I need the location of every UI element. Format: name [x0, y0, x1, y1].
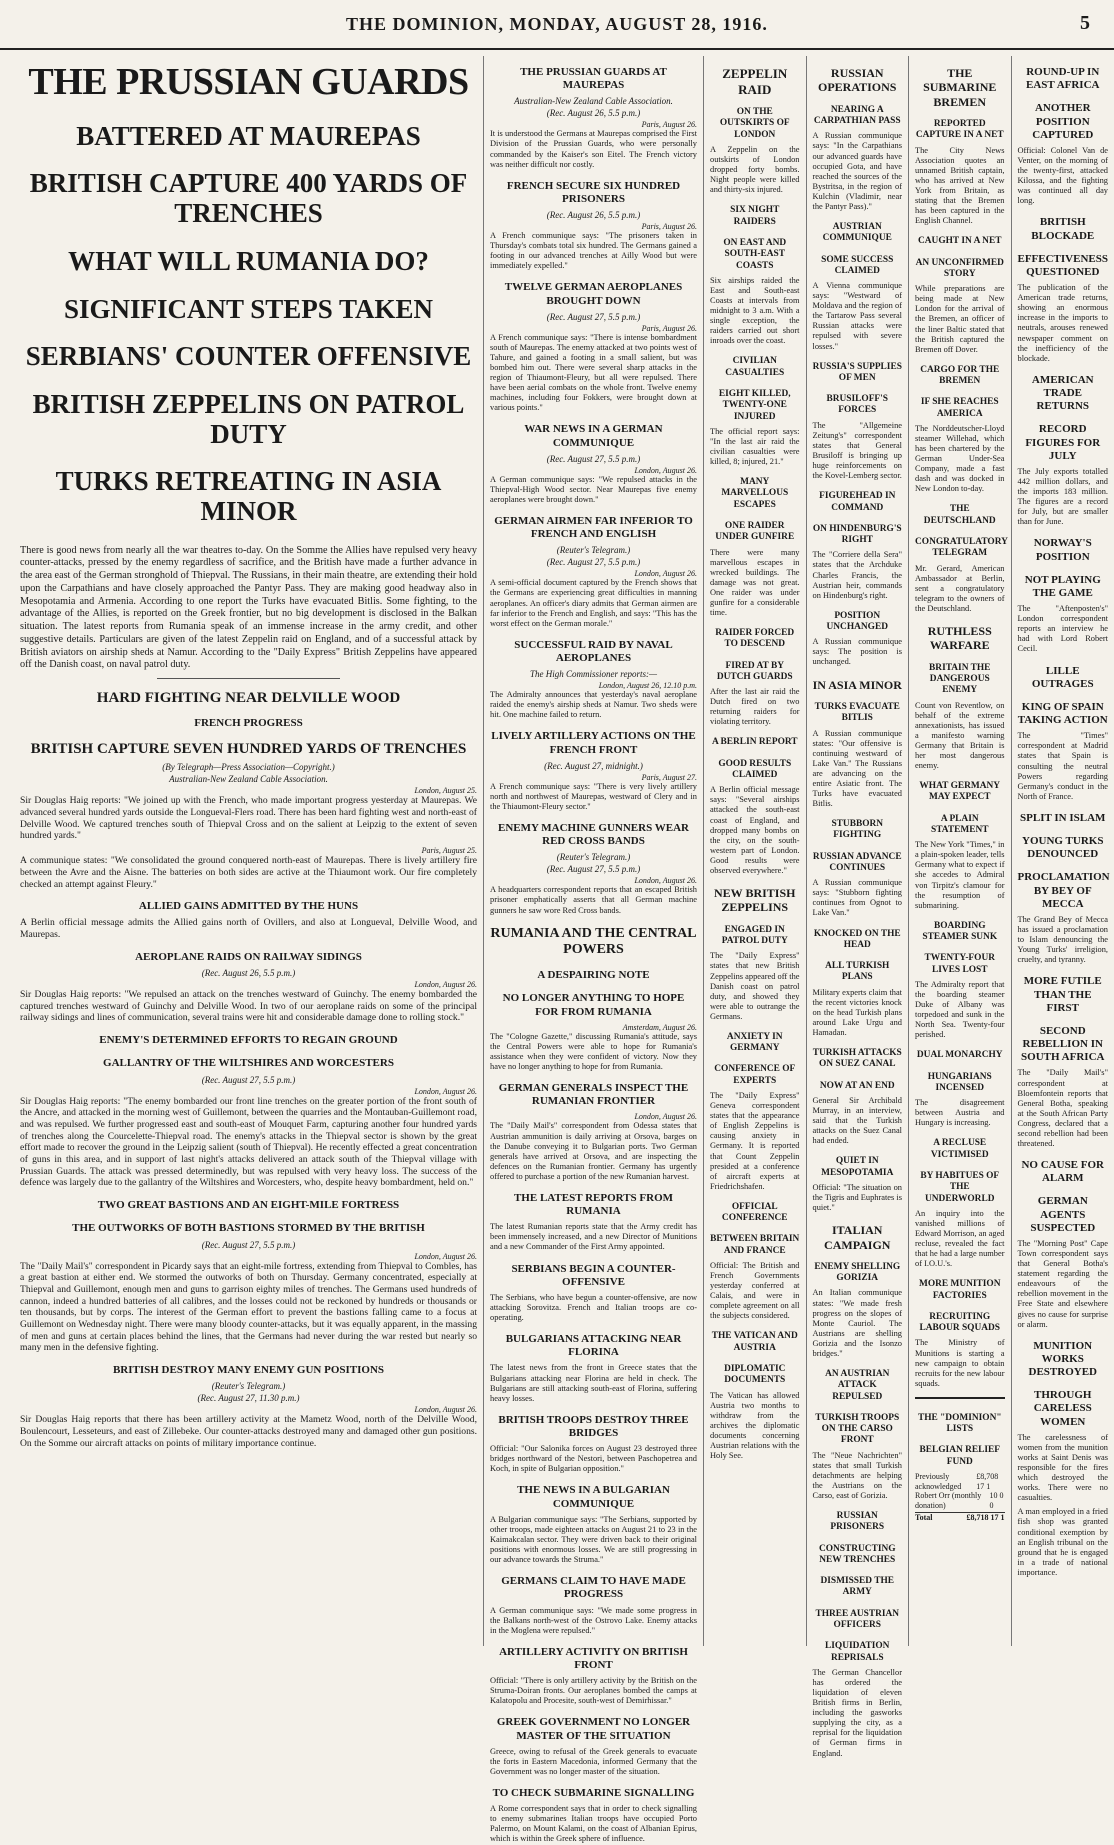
- dateline: Paris, August 26.: [490, 222, 697, 231]
- section-heading: RUTHLESS WARFARE: [915, 624, 1005, 653]
- section-heading: RUMANIA AND THE CENTRAL POWERS: [490, 926, 697, 960]
- received-line: (Rec. August 27, 11.30 p.m.): [20, 1393, 477, 1403]
- section-heading: THE PRUSSIAN GUARDS AT MAUREPAS: [490, 66, 697, 92]
- credit-line: (By Telegraph—Press Association—Copyright.): [20, 762, 477, 772]
- section-subheading: TURKS EVACUATE BITLIS: [813, 702, 903, 725]
- article-paragraph: Official: "The situation on the Tigris and Euphrates is quiet.": [813, 1183, 903, 1213]
- section-subheading: NEARING A CARPATHIAN PASS: [813, 105, 903, 128]
- section-heading: ANXIETY IN GERMANY: [710, 1032, 800, 1055]
- section-heading: BRITISH TROOPS DESTROY THREE BRIDGES: [490, 1414, 697, 1440]
- list-item: [915, 1491, 1005, 1510]
- article-paragraph: The Grand Bey of Mecca has issued a proclamation to Islam denouncing the Young Turks' irreligion, cruelty, and tyranny.: [1018, 915, 1109, 965]
- section-heading: ENEMY MACHINE GUNNERS WEAR RED CROSS BANDS: [490, 822, 697, 848]
- received-line: (Rec. August 26, 5.5 p.m.): [490, 210, 697, 220]
- deck-headline: TURKS RETREATING IN ASIA MINOR: [20, 467, 477, 526]
- article-paragraph: The "Daily Mail's" correspondent from Odessa states that Austrian ammunition is daily arriving at Orsova, barges on the Danube conveying it to Bulgarian ports. Two German generals have arrived at Orsova, and are inspecting the defences on the Rumanian frontier. Germany has urgently offered to purchase a portion of the new Rumanian harvest.: [490, 1121, 697, 1181]
- article-paragraph: The "Daily Express" states that new British Zeppelins appeared off the Danish coast on patrol duty, and showed they were able to outrange the Germans.: [710, 951, 800, 1022]
- section-subheading: ENEMY SHELLING GORIZIA: [813, 1262, 903, 1285]
- section-heading: AN AUSTRIAN ATTACK REPULSED: [813, 1369, 903, 1403]
- article-paragraph: A communique states: "We consolidated the ground conquered north-east of Maurepas. There is lively artillery fire between the Avre and the Aisne. The batteries on both sides are active at the Thiaumont work. Our fire completely checked an attempt against Fleury.": [20, 855, 477, 890]
- article-paragraph: After the last air raid the Dutch fired on two returning raiders for violating territory.: [710, 687, 800, 727]
- article-paragraph: A headquarters correspondent reports that an escaped British prisoner emphatically asserts that all German machine gunners he saw wore Red Cross bands.: [490, 885, 697, 915]
- section-heading: ITALIAN CAMPAIGN: [813, 1223, 903, 1252]
- section-heading: THE SUBMARINE BREMEN: [915, 66, 1005, 109]
- section-heading: RAIDER FORCED TO DESCEND: [710, 628, 800, 651]
- section-subheading: AN UNCONFIRMED STORY: [915, 258, 1005, 281]
- received-line: (Rec. August 27, 5.5 p.m.): [20, 1240, 477, 1250]
- section-heading: THE VATICAN AND AUSTRIA: [710, 1331, 800, 1354]
- section-heading: EFFECTIVENESS QUESTIONED: [1018, 253, 1109, 279]
- column-main: [14, 56, 484, 1646]
- article-paragraph: The Ministry of Munitions is starting a new campaign to obtain recruits for the new labour squads.: [915, 1338, 1005, 1388]
- section-heading: POSITION UNCHANGED: [813, 611, 903, 634]
- section-heading: SPLIT IN ISLAM: [1018, 812, 1109, 825]
- section-heading: FIGUREHEAD IN COMMAND: [813, 491, 903, 514]
- article-paragraph: The New York "Times," in a plain-spoken leader, tells Germany what to expect if she accedes to Admiral von Tirpitz's clamour for the resumption of submarining.: [915, 840, 1005, 911]
- section-subheading: CONFERENCE OF EXPERTS: [710, 1064, 800, 1087]
- article-paragraph: The "Daily Mail's" correspondent in Picardy says that an eight-mile fortress, extending from Thiepval to Combles, has a great bastion at either end. We stormed the outworks of both on Thursday. Germany concentrated, especially at Thiepval and Guillemont, enough men and guns to garrison eighty miles of trenches. The Germans used hundreds of cannon, indeed a hundred batteries of all calibres, and the losses could not be reckoned by hundreds or thousands or ten thousands, but by corps. The interest of the German effort to prevent the bastions falling came to a focus at Guillemont on Wednesday night. There were many bloody counter-attacks, but it was equally apparent, in the massing of men and guns at certain places behind the lines, that the Germans had never during the war rested but nearly so many men in the defensive fighting.: [20, 1261, 477, 1355]
- section-subheading: IF SHE REACHES AMERICA: [915, 397, 1005, 420]
- article-paragraph: Official: Colonel Van de Venter, on the morning of the twenty-first, attacked Kilossa, and the fighting was continued all day long.: [1018, 146, 1109, 206]
- article-paragraph: The German Chancellor has ordered the liquidation of eleven British firms in Berlin, including the gasworks supplying the city, as a reprisal for the liquidation of German firms in England.: [813, 1668, 903, 1759]
- article-paragraph: Greece, owing to refusal of the Greek generals to evacuate the forts in Eastern Macedonia, informed Germany that the Government was no longer master of the situation.: [490, 1747, 697, 1777]
- article-paragraph: The disagreement between Austria and Hungary is increasing.: [915, 1098, 1005, 1128]
- article-paragraph: While preparations are being made at New London for the arrival of the Bremen, an officer of the liner Baltic stated that the British captured the Bremen off Dover.: [915, 284, 1005, 355]
- section-heading: A RECLUSE VICTIMISED: [915, 1138, 1005, 1161]
- column-6: [1012, 56, 1114, 1646]
- section-heading: RECORD FIGURES FOR JULY: [1018, 423, 1109, 463]
- section-heading: BOARDING STEAMER SUNK: [915, 921, 1005, 944]
- dateline: London, August 26.: [20, 1087, 477, 1096]
- section-heading: KING OF SPAIN TAKING ACTION: [1018, 701, 1109, 727]
- article-paragraph: A Russian communique says: The position is unchanged.: [813, 637, 903, 667]
- section-heading: THROUGH CARELESS WOMEN: [1018, 1389, 1109, 1429]
- dateline: London, August 26.: [490, 876, 697, 885]
- dateline: London, August 26.: [490, 1112, 697, 1121]
- section-subheading: TURKISH TROOPS ON THE CARSO FRONT: [813, 1413, 903, 1447]
- deck-headline: SIGNIFICANT STEPS TAKEN: [20, 295, 477, 325]
- section-subheading: BRITAIN THE DANGEROUS ENEMY: [915, 663, 1005, 697]
- article-paragraph: The "Aftenposten's" London correspondent reports an interview he had with Lord Robert Cecil.: [1018, 604, 1109, 654]
- section-heading: SUCCESSFUL RAID BY NAVAL AEROPLANES: [490, 639, 697, 665]
- list-heading: THE "DOMINION" LISTS: [915, 1413, 1005, 1436]
- section-heading: ZEPPELIN RAID: [710, 66, 800, 97]
- section-heading: RUSSIA'S SUPPLIES OF MEN: [813, 362, 903, 385]
- section-subheading: RUSSIAN ADVANCE CONTINUES: [813, 852, 903, 875]
- dateline: London, August 26.: [20, 980, 477, 989]
- article-paragraph: The official report says: "In the last air raid the civilian casualties were killed, 8; injured, 21.": [710, 427, 800, 467]
- section-heading: CARGO FOR THE BREMEN: [915, 365, 1005, 388]
- section-heading: BRITISH DESTROY MANY ENEMY GUN POSITIONS: [20, 1364, 477, 1377]
- article-paragraph: Sir Douglas Haig reports: "We repulsed an attack on the trenches westward of Guinchy. The enemy bombarded the captured trenches westward of Guinchy and Delville Wood. In two of our aeroplane raids on some of the principal railway sidings and lines of communication, several trains were hit and considerable damage done to rolling stock.": [20, 989, 477, 1024]
- dateline: London, August 25.: [20, 786, 477, 795]
- section-heading: STUBBORN FIGHTING: [813, 819, 903, 842]
- section-heading: CAUGHT IN A NET: [915, 236, 1005, 247]
- dateline: London, August 26.: [20, 1405, 477, 1414]
- list-item-label: Robert Orr (monthly donation): [915, 1491, 989, 1510]
- section-subheading: FIRED AT BY DUTCH GUARDS: [710, 661, 800, 684]
- section-heading: NO CAUSE FOR ALARM: [1018, 1159, 1109, 1185]
- section-subheading: ON THE OUTSKIRTS OF LONDON: [710, 107, 800, 141]
- section-heading: CIVILIAN CASUALTIES: [710, 356, 800, 379]
- section-heading: THE DEUTSCHLAND: [915, 504, 1005, 527]
- article-paragraph: The July exports totalled 442 million dollars, and the imports 183 million. The figures are a record for July, but are smaller than for June.: [1018, 467, 1109, 527]
- received-line: The High Commissioner reports:—: [490, 669, 697, 679]
- section-heading: LIVELY ARTILLERY ACTIONS ON THE FRENCH FRONT: [490, 730, 697, 756]
- section-heading: THE NEWS IN A BULGARIAN COMMUNIQUE: [490, 1484, 697, 1510]
- section-heading: SECOND REBELLION IN SOUTH AFRICA: [1018, 1025, 1109, 1065]
- article-paragraph: Official: "Our Salonika forces on August 23 destroyed three bridges northward of the Nestori, between Paschopetrea and Koch, in spite of Bulgarian opposition.": [490, 1444, 697, 1474]
- section-heading: ARTILLERY ACTIVITY ON BRITISH FRONT: [490, 1646, 697, 1672]
- section-heading: DUAL MONARCHY: [915, 1050, 1005, 1061]
- lead-paragraph: There is good news from nearly all the war theatres to-day. On the Somme the Allies have repulsed very heavy counter-attacks, pressed by the enemy regardless of sacrifice, and the British have made a further advance in the area east of the German stronghold of Thiepval. The Russians, in their main theatre, are extending their hold upon the Carpathians and have closely approached the Pantyr Pass. They are making good headway also in Mesopotamia and Armenia. According to one report the Turks have evacuated Bitlis. Some fighting, to the advantage of the Allies, is reported on the Greek frontier, but no big development is disclosed in the Balkan situation. The latest reports from Rumania speak of an immense increase in the army credit, and other suggestive details. Particulars are given of the latest Zeppelin raid on England, and of a successful attack by British aviators on airship sheds at Namur. According to the "Daily Express" British Zeppelins have appeared off the Danish coast, on naval patrol duty.: [20, 545, 477, 673]
- credit-line: Australian-New Zealand Cable Association.: [20, 774, 477, 784]
- received-line: (Rec. August 27, 5.5 p.m.): [20, 1075, 477, 1085]
- list-item-amount: £8,708 17 1: [976, 1472, 1004, 1491]
- section-heading: BULGARIANS ATTACKING NEAR FLORINA: [490, 1333, 697, 1359]
- section-heading: KNOCKED ON THE HEAD: [813, 929, 903, 952]
- divider: [157, 678, 340, 679]
- page-number: 5: [1080, 12, 1090, 35]
- section-subheading: ON HINDENBURG'S RIGHT: [813, 524, 903, 547]
- section-heading: YOUNG TURKS DENOUNCED: [1018, 835, 1109, 861]
- section-subheading: GALLANTRY OF THE WILTSHIRES AND WORCESTERS: [20, 1057, 477, 1070]
- article-paragraph: A Bulgarian communique says: "The Serbians, supported by other troops, made eighteen attacks on August 21 to 23 in the Kaimakcalan sector. They were driven back to their original positions with enormous losses. We are still progressing in our advance towards the Struma.": [490, 1515, 697, 1565]
- credit-line: Australian-New Zealand Cable Association.: [490, 96, 697, 106]
- article-paragraph: The "Daily Mail's" correspondent at Bloemfontein reports that General Botha, speaking at the South African Party Congress, declared that a second rebellion had been threatened.: [1018, 1068, 1109, 1149]
- article-paragraph: A Russian communique states: "Our offensive is continuing westward of Lake Van." The Russians are advancing on the entire Asiatic front. The Turks have evacuated Bitlis.: [813, 729, 903, 810]
- section-heading: SERBIANS BEGIN A COUNTER-OFFENSIVE: [490, 1263, 697, 1289]
- article-paragraph: A Vienna communique says: "Westward of Moldava and the region of the Tartarow Pass several Russian attacks were repulsed with severe losses.": [813, 281, 903, 352]
- section-heading: OFFICIAL CONFERENCE: [710, 1202, 800, 1225]
- received-line: (Rec. August 27, 5.5 p.m.): [490, 864, 697, 874]
- section-heading: SIX NIGHT RAIDERS: [710, 205, 800, 228]
- masthead: [0, 0, 1114, 50]
- section-subheading: BRUSILOFF'S FORCES: [813, 394, 903, 417]
- section-subheading: DIPLOMATIC DOCUMENTS: [710, 1364, 800, 1387]
- section-heading: LILLE OUTRAGES: [1018, 665, 1109, 691]
- section-subheading: ENGAGED IN PATROL DUTY: [710, 925, 800, 948]
- dateline: Amsterdam, August 26.: [490, 1023, 697, 1032]
- article-paragraph: The "Times" correspondent at Madrid states that Spain is consulting the neutral Powers regarding Germany's conduct in the North of France.: [1018, 731, 1109, 802]
- article-paragraph: A Zeppelin on the outskirts of London dropped forty bombs. Night people were killed and thirty-six injured.: [710, 145, 800, 195]
- section-heading: MANY MARVELLOUS ESCAPES: [710, 477, 800, 511]
- article-paragraph: There were many marvellous escapes in wrecked buildings. The damage was not great. One raider was under gunfire for a considerable time.: [710, 548, 800, 619]
- article-paragraph: A French communique says: "The prisoners taken in Thursday's combats total six hundred. The Germans gained a footing in our advanced trenches at Ailly Wood but were immediately expelled.": [490, 231, 697, 271]
- section-heading: WAR NEWS IN A GERMAN COMMUNIQUE: [490, 423, 697, 449]
- article-paragraph: A Russian communique says: "In the Carpathians our advanced guards have occupied Gota, and have reached the sources of the Bystritsa, in the region of Kulchin (Vladimir, near the Pantyr Pass).": [813, 131, 903, 212]
- received-line: (Rec. August 26, 5.5 p.m.): [490, 108, 697, 118]
- section-subheading: A PLAIN STATEMENT: [915, 814, 1005, 837]
- column-5: [909, 56, 1012, 1646]
- article-paragraph: A German communique says: "We made some progress in the Balkans north-west of the Ostrovo Lake. Enemy attacks in the Moglena were repulsed.": [490, 1606, 697, 1636]
- article-paragraph: The City News Association quotes an unnamed British captain, who has arrived at New York from Britain, as stating that the Bremen has been captured in the English Channel.: [915, 146, 1005, 227]
- dateline: London, August 26, 12.10 p.m.: [490, 681, 697, 690]
- article-paragraph: An Italian communique states: "We made fresh progress on the slopes of Monte Cauriol. The Austrians are shelling Gorizia and the Isonzo bridges.": [813, 1288, 903, 1359]
- section-subheading: SOME SUCCESS CLAIMED: [813, 255, 903, 278]
- article-paragraph: A man employed in a fried fish shop was granted conditional exemption by an English tribunal on the ground that he is engaged in a trade of national importance.: [1018, 1507, 1109, 1578]
- article-paragraph: Six airships raided the East and South-east Coasts at intervals from midnight to 3 a.m. With a single exception, the raiders carried out short inroads over the coast.: [710, 276, 800, 347]
- article-paragraph: A Berlin official message says: "Several airships attacked the south-east coast of England, and dropped many bombs on the city, on the south-western part of London. Good results were observed everywhere.": [710, 785, 800, 876]
- dateline: Paris, August 26.: [490, 324, 697, 333]
- article-paragraph: A French communique says: "There is intense bombardment south of Maurepas. The enemy attacked at two points west of Tahure, and gained a footing in a small salient, but was bombed him out. There were several sharp attacks in the region of Thiaumont-Fleury, but all were repulsed. There have been aerial combats on the whole front. Twelve enemy machines, including four Fokkers, were brought down at various points.": [490, 333, 697, 414]
- section-heading: NORWAY'S POSITION: [1018, 537, 1109, 563]
- article-paragraph: A semi-official document captured by the French shows that the Germans are experiencing great difficulties in manning aeroplanes. An officer's diary admits that German airmen are far inferior to the French and English, and says: "This has the worst effect on the German morale.": [490, 578, 697, 628]
- credit-line: (Reuter's Telegram.): [490, 545, 697, 555]
- article-paragraph: The "Allgemeine Zeitung's" correspondent states that General Brusiloff is bringing up huge reinforcements on the Kovel-Lemberg sector.: [813, 421, 903, 481]
- section-heading: A BERLIN REPORT: [710, 737, 800, 748]
- dateline: Paris, August 25.: [20, 846, 477, 855]
- article-paragraph: Official: "There is only artillery activity by the British on the Struma-Doiran fronts. Our aeroplanes bombed the camps at Kalatopolu and Procesite, south-west of Demirhissar.": [490, 1676, 697, 1706]
- section-heading: HARD FIGHTING NEAR DELVILLE WOOD: [20, 689, 477, 707]
- section-heading: PROCLAMATION BY BEY OF MECCA: [1018, 871, 1109, 911]
- section-subheading: RECRUITING LABOUR SQUADS: [915, 1312, 1005, 1335]
- section-subheading: THE OUTWORKS OF BOTH BASTIONS STORMED BY THE BRITISH: [20, 1222, 477, 1235]
- section-heading: QUIET IN MESOPOTAMIA: [813, 1156, 903, 1179]
- section-subheading: THREE AUSTRIAN OFFICERS: [813, 1609, 903, 1632]
- credit-line: (Reuter's Telegram.): [20, 1381, 477, 1391]
- article-paragraph: A Berlin official message admits the Allied gains north of Ovillers, and also at Longueval, Delville Wood, and Maurepas.: [20, 917, 477, 940]
- article-paragraph: A Rome correspondent says that in order to check signalling to enemy submarines Italian troops have occupied Porto Palermo, on Mount Kalami, on the coast of Albanian Epirus, which is within the Greek sphere of influence.: [490, 1804, 697, 1844]
- section-heading: AUSTRIAN COMMUNIQUE: [813, 222, 903, 245]
- article-paragraph: It is understood the Germans at Maurepas comprised the First Division of the Prussian Guards, who were personally commanded by the Kaiser's son Eitel. The French victory was neither difficult nor costly.: [490, 129, 697, 169]
- list-total: [915, 1512, 1005, 1523]
- section-subheading: TWENTY-FOUR LIVES LOST: [915, 953, 1005, 976]
- section-subheading: FRENCH PROGRESS: [20, 717, 477, 730]
- column-3: [704, 56, 807, 1646]
- section-heading: GERMAN GENERALS INSPECT THE RUMANIAN FRONTIER: [490, 1082, 697, 1108]
- donation-list: [915, 1397, 1005, 1523]
- article-paragraph: General Sir Archibald Murray, in an interview, said that the Turkish attacks on the Suez Canal had ended.: [813, 1096, 903, 1146]
- article-paragraph: Mr. Gerard, American Ambassador at Berlin, sent a congratulatory telegram to the owners of the Deutschland.: [915, 564, 1005, 614]
- received-line: (Rec. August 27, midnight.): [490, 761, 697, 771]
- list-item-label: Previously acknowledged: [915, 1472, 976, 1491]
- dateline: London, August 26.: [490, 466, 697, 475]
- section-heading: BRITISH BLOCKADE: [1018, 216, 1109, 242]
- section-heading: AEROPLANE RAIDS ON RAILWAY SIDINGS: [20, 951, 477, 964]
- dateline: London, August 26.: [20, 1252, 477, 1261]
- section-heading: TURKISH ATTACKS ON SUEZ CANAL: [813, 1048, 903, 1071]
- article-paragraph: Military experts claim that the recent victories knock on the head Turkish plans around Lake Urgu and Hamadan.: [813, 988, 903, 1038]
- section-heading: NO LONGER ANYTHING TO HOPE FOR FROM RUMANIA: [490, 992, 697, 1018]
- article-paragraph: The "Daily Express" Geneva correspondent states that the appearance of English Zeppelins is causing anxiety in Germany. It is reported that Count Zeppelin presided at a conference of aircraft experts at Friedrichshafen.: [710, 1091, 800, 1192]
- article-paragraph: The latest news from the front in Greece states that the Bulgarians attacking near Florina are held in check. The Bulgarians are still attacking south-east of Florina, suffering heavy losses.: [490, 1363, 697, 1403]
- section-subheading: BY HABITUES OF THE UNDERWORLD: [915, 1171, 1005, 1205]
- section-heading: LIQUIDATION REPRISALS: [813, 1641, 903, 1664]
- total-label: Total: [915, 1513, 933, 1523]
- deck-headline: BRITISH ZEPPELINS ON PATROL DUTY: [20, 390, 477, 449]
- section-heading: THE LATEST REPORTS FROM RUMANIA: [490, 1192, 697, 1218]
- section-subheading: BETWEEN BRITAIN AND FRANCE: [710, 1234, 800, 1257]
- section-heading: FRENCH SECURE SIX HUNDRED PRISONERS: [490, 180, 697, 206]
- section-heading: MORE MUNITION FACTORIES: [915, 1279, 1005, 1302]
- received-line: (Rec. August 27, 5.5 p.m.): [490, 557, 697, 567]
- section-heading: RUSSIAN PRISONERS: [813, 1511, 903, 1534]
- section-heading: GERMAN AGENTS SUSPECTED: [1018, 1195, 1109, 1235]
- section-subheading: REPORTED CAPTURE IN A NET: [915, 119, 1005, 142]
- section-heading: IN ASIA MINOR: [813, 678, 903, 692]
- article-paragraph: The Admiralty report that the boarding steamer Duke of Albany was torpedoed and sunk in the North Sea. Twenty-four perished.: [915, 980, 1005, 1040]
- section-heading: TWELVE GERMAN AEROPLANES BROUGHT DOWN: [490, 281, 697, 307]
- article-paragraph: Count von Reventlow, on behalf of the extreme annexationists, has issued a manifesto warning Germany that Britain is her most dangerous enemy.: [915, 701, 1005, 772]
- section-heading: TO CHECK SUBMARINE SIGNALLING: [490, 1787, 697, 1800]
- deck-headline: BATTERED AT MAUREPAS: [20, 122, 477, 152]
- deck-headline: SERBIANS' COUNTER OFFENSIVE: [20, 342, 477, 372]
- deck-headline: BRITISH CAPTURE 400 YARDS OF TRENCHES: [20, 169, 477, 228]
- received-line: (Rec. August 27, 5.5 p.m.): [490, 454, 697, 464]
- section-subheading: GOOD RESULTS CLAIMED: [710, 759, 800, 782]
- section-heading: ROUND-UP IN EAST AFRICA: [1018, 66, 1109, 92]
- section-heading: ALLIED GAINS ADMITTED BY THE HUNS: [20, 900, 477, 913]
- article-paragraph: The Serbians, who have begun a counter-offensive, are now attacking Sorovitza. French and Italian troops are co-operating.: [490, 1293, 697, 1323]
- section-heading: ANOTHER POSITION CAPTURED: [1018, 102, 1109, 142]
- list-subheading: BELGIAN RELIEF FUND: [915, 1445, 1005, 1468]
- section-heading: DISMISSED THE ARMY: [813, 1576, 903, 1599]
- credit-line: (Reuter's Telegram.): [490, 852, 697, 862]
- section-heading: TWO GREAT BASTIONS AND AN EIGHT-MILE FORTRESS: [20, 1199, 477, 1212]
- section-heading: AMERICAN TRADE RETURNS: [1018, 374, 1109, 414]
- section-heading: MORE FUTILE THAN THE FIRST: [1018, 975, 1109, 1015]
- article-paragraph: An inquiry into the vanished millions of Edward Morrison, an aged recluse, revealed the fact that he had a large number of I.O.U.'s.: [915, 1209, 1005, 1269]
- article-paragraph: Official: The British and French Governments yesterday conferred at Calais, and were in complete agreement on all the subjects considered.: [710, 1261, 800, 1321]
- section-subheading: ALL TURKISH PLANS: [813, 961, 903, 984]
- section-subheading: CONSTRUCTING NEW TRENCHES: [813, 1544, 903, 1567]
- received-line: (Rec. August 27, 5.5 p.m.): [490, 312, 697, 322]
- section-heading: NEW BRITISH ZEPPELINS: [710, 886, 800, 915]
- dateline: London, August 26.: [490, 569, 697, 578]
- article-paragraph: The Norddeutscher-Lloyd steamer Willehad, which has been chartered by the German Under-Sea Company, made a fast dash and was docked in New London to-day.: [915, 424, 1005, 495]
- section-subheading: CONGRATULATORY TELEGRAM: [915, 537, 1005, 560]
- section-heading: WHAT GERMANY MAY EXPECT: [915, 781, 1005, 804]
- section-subheading: ONE RAIDER UNDER GUNFIRE: [710, 521, 800, 544]
- dateline: Paris, August 26.: [490, 120, 697, 129]
- section-heading: GERMANS CLAIM TO HAVE MADE PROGRESS: [490, 1575, 697, 1601]
- article-paragraph: The "Morning Post" Cape Town correspondent says that General Botha's statement regarding the endeavours of the rebellion movement in the Free State and elsewhere gives no cause for surprise or alarm.: [1018, 1239, 1109, 1330]
- deck-headline: WHAT WILL RUMANIA DO?: [20, 247, 477, 277]
- section-subheading: EIGHT KILLED, TWENTY-ONE INJURED: [710, 389, 800, 423]
- section-subheading: ON EAST AND SOUTH-EAST COASTS: [710, 238, 800, 272]
- section-heading: ENEMY'S DETERMINED EFFORTS TO REGAIN GROUND: [20, 1034, 477, 1047]
- article-paragraph: The latest Rumanian reports state that the Army credit has been immensely increased, and a new Director of Munitions and a new Commander of the First Army appointed.: [490, 1222, 697, 1252]
- article-paragraph: A German communique says: "We repulsed attacks in the Thiepval-High Wood sector. Near Maurepas five enemy aeroplanes were brought down.": [490, 475, 697, 505]
- article-paragraph: A French communique says: "There is very lively artillery north and northwest of Maurepas, westward of Clery and in the Thiaumont-Fleury sector.": [490, 782, 697, 812]
- list-item-amount: 10 0 0: [989, 1491, 1004, 1510]
- section-subheading: HUNGARIANS INCENSED: [915, 1072, 1005, 1095]
- total-amount: £8,718 17 1: [967, 1513, 1005, 1523]
- section-heading: RUSSIAN OPERATIONS: [813, 66, 903, 95]
- section-heading: NOT PLAYING THE GAME: [1018, 574, 1109, 600]
- article-paragraph: A Russian communique says: "Stubborn fighting continues from Ognot to Lake Van.": [813, 878, 903, 918]
- dateline: Paris, August 27.: [490, 773, 697, 782]
- section-heading: MUNITION WORKS DESTROYED: [1018, 1340, 1109, 1380]
- section-subheading: NOW AT AN END: [813, 1081, 903, 1092]
- article-paragraph: The "Neue Nachrichten" states that small Turkish detachments are helping the Austrians on the Carso, east of Gorizia.: [813, 1451, 903, 1501]
- main-headline: THE PRUSSIAN GUARDS: [20, 62, 477, 104]
- article-paragraph: The Admiralty announces that yesterday's naval aeroplane raided the enemy's airship sheds at Namur. Two sheds were hit. One machine failed to return.: [490, 690, 697, 720]
- section-subheading: A DESPAIRING NOTE: [490, 969, 697, 982]
- article-paragraph: The publication of the American trade returns, showing an enormous increase in the imports to neutrals, arouses renewed newspaper comment on the inefficiency of the blockade.: [1018, 283, 1109, 364]
- article-paragraph: The carelessness of women from the munition works at Saint Denis was responsible for the fires which destroyed the works. There were no casualties.: [1018, 1433, 1109, 1504]
- list-item: [915, 1472, 1005, 1491]
- newspaper-title: THE DOMINION, MONDAY, AUGUST 28, 1916.: [0, 14, 1114, 35]
- section-heading: GERMAN AIRMEN FAR INFERIOR TO FRENCH AND ENGLISH: [490, 515, 697, 541]
- article-paragraph: The "Cologne Gazette," discussing Rumania's attitude, says the Central Powers were able to hope for Rumania's assistance when they were confident of victory. Now they have no longer anything to hope for from Rumania.: [490, 1032, 697, 1072]
- article-paragraph: Sir Douglas Haig reports that there has been artillery activity at the Mametz Wood, north of the Delville Wood, Boulencourt, Lesseteurs, and east of Zillebeke. Our counter-attacks destroyed many and damaged other gun positions. On the Somme our aircraft attacks on points of military importance continue.: [20, 1414, 477, 1449]
- article-paragraph: The Vatican has allowed Austria two months to withdraw from the archives the diplomatic documents concerning Austrian relations with the Holy See.: [710, 1391, 800, 1462]
- column-4: [807, 56, 910, 1646]
- column-2: [484, 56, 704, 1646]
- section-heading: GREEK GOVERNMENT NO LONGER MASTER OF THE SITUATION: [490, 1716, 697, 1742]
- received-line: (Rec. August 26, 5.5 p.m.): [20, 968, 477, 978]
- article-paragraph: Sir Douglas Haig reports: "The enemy bombarded our front line trenches on the greater portion of the front south of the Ancre, and attacked in the morning west of Guillemont, between the quarries and the Montauban-Guillemont road, and was repulsed. We further progressed east and south-east of Mouquet Farm, capturing another four hundred yards of trenches along the Courcelette-Thiepval road. The enemy's attacks in the Thiepval sector is shown by the great effort made to recover the ground in the Leipzig salient (south of Thiepval). He recently effected a great concentration of guns in this area, and in support of last night's attacks delivered an attack south of the Thiepval village with Prussian Guards. The attack was pressed determinedly, but was repulsed with very heavy loss. The success of the defence was largely due to the gallantry of the Wiltshires and Worcesters, who, despite heavy bombardment, held on.": [20, 1096, 477, 1190]
- article-paragraph: Sir Douglas Haig reports: "We joined up with the French, who made important progress yesterday at Maurepas. We advanced several hundred yards outside the Longueval-Flers road. There has been hard fighting west and north-east of Delville Wood. We captured trenches south of Thiepval Cross and on the salient at Leipzig to the extent of seven hundred yards.": [20, 795, 477, 842]
- article-paragraph: The "Corriere della Sera" states that the Archduke Charles Francis, the Austrian heir, commands on Hindenburg's right.: [813, 550, 903, 600]
- section-heading: BRITISH CAPTURE SEVEN HUNDRED YARDS OF TRENCHES: [20, 740, 477, 758]
